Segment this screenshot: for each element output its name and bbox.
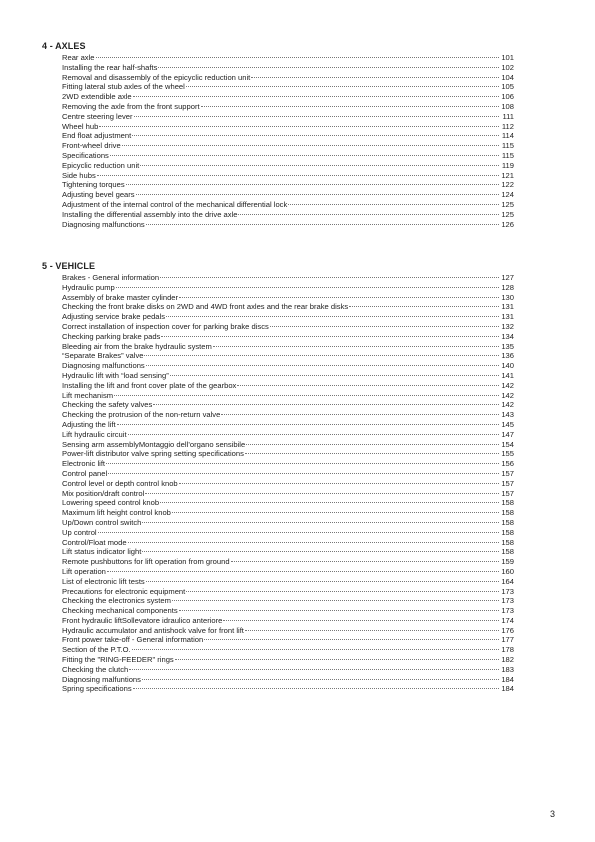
dot-leader: [122, 145, 499, 146]
toc-entry-page: 108: [501, 101, 514, 111]
toc-entry-page: 104: [501, 72, 514, 82]
toc-entry[interactable]: [46, 596, 514, 606]
toc-entry-title: Installing the lift and front cover plate of the gearbox: [62, 380, 237, 390]
toc-entry[interactable]: [46, 538, 514, 548]
toc-entry-title: Tightening torques: [62, 180, 125, 190]
toc-entry-page: 184: [501, 684, 514, 694]
dot-leader: [186, 591, 499, 592]
toc-entry[interactable]: [46, 361, 514, 371]
toc-entry-title: Fitting lateral stub axles of the wheel: [62, 82, 185, 92]
toc-entry-page: 125: [501, 199, 514, 209]
toc-entry-page: 158: [501, 547, 514, 557]
toc-entry-title: Fitting the "RING-FEEDER" rings: [62, 655, 174, 665]
toc-entry-page: 142: [501, 390, 514, 400]
toc-entry-title: Specifications: [62, 150, 109, 160]
toc-entry[interactable]: [46, 655, 514, 665]
toc-entry-page: 158: [501, 537, 514, 547]
dot-leader: [179, 297, 499, 298]
toc-entry-title: Up control: [62, 527, 97, 537]
toc-entry[interactable]: [46, 400, 514, 410]
toc-entry[interactable]: [46, 82, 514, 92]
toc-entry-page: 115: [501, 141, 514, 151]
dot-leader: [140, 165, 499, 166]
toc-entry-title: End float adjustment: [62, 131, 132, 141]
dot-leader: [126, 184, 499, 185]
dot-leader: [142, 679, 499, 680]
toc-entry-title: Checking the electronics system: [62, 596, 171, 606]
toc-entry[interactable]: [46, 293, 514, 303]
toc-entry-page: 154: [501, 439, 514, 449]
dot-leader: [146, 365, 499, 366]
toc-entry-title: Mix position/draft control: [62, 488, 145, 498]
dot-leader: [107, 571, 499, 572]
dot-leader: [108, 473, 499, 474]
dot-leader: [129, 669, 499, 670]
toc-entry[interactable]: [46, 430, 514, 440]
dot-leader: [114, 395, 499, 396]
dot-leader: [166, 316, 499, 317]
toc-entry[interactable]: [46, 440, 514, 450]
toc-entry-page: 115: [501, 150, 514, 160]
toc-entry-page: 145: [501, 419, 514, 429]
toc-entry-page: 157: [501, 478, 514, 488]
toc-entry-page: 119: [501, 160, 514, 170]
toc-entry[interactable]: [46, 498, 514, 508]
toc-entry-title: Lowering speed control knob: [62, 498, 160, 508]
toc-entry[interactable]: [46, 332, 514, 342]
toc-entry-page: 135: [501, 341, 514, 351]
toc-entry[interactable]: [46, 220, 514, 230]
toc-entry-title: Assembly of brake master cylinder: [62, 292, 179, 302]
toc-entry-title: Bleeding air from the brake hydraulic system: [62, 341, 212, 351]
toc-entry[interactable]: [46, 626, 514, 636]
toc-entry-title: Wheel hub: [62, 121, 99, 131]
toc-entry-title: Precautions for electronic equipment: [62, 586, 186, 596]
toc-entry-page: 158: [501, 527, 514, 537]
toc-entry[interactable]: [46, 102, 514, 112]
dot-leader: [223, 620, 499, 621]
toc-entry-title: Maximum lift height control knob: [62, 508, 171, 518]
dot-leader: [179, 610, 499, 611]
toc-entry-title: Lift status indicator light: [62, 547, 142, 557]
toc-entry-title: Checking the front brake disks on 2WD and 4WD front axles and the rear brake disks: [62, 302, 349, 312]
toc-entry-page: 124: [501, 190, 514, 200]
dot-leader: [134, 116, 500, 117]
toc-entry[interactable]: [46, 459, 514, 469]
toc-entry-page: 176: [501, 625, 514, 635]
toc-entry-title: Diagnosing malfunctions: [62, 219, 145, 229]
toc-entry-title: Front-wheel drive: [62, 141, 121, 151]
toc-entry-title: Hydraulic lift with “load sensing”: [62, 370, 169, 380]
toc-entry[interactable]: [46, 606, 514, 616]
toc-entry-title: Side hubs: [62, 170, 96, 180]
toc-entry-page: 183: [501, 664, 514, 674]
toc-entry-page: 141: [501, 370, 514, 380]
toc-entry-page: 106: [501, 92, 514, 102]
dot-leader: [213, 346, 499, 347]
toc-entry[interactable]: [46, 180, 514, 190]
toc-entry[interactable]: [46, 508, 514, 518]
dot-leader: [133, 688, 499, 689]
page-number: 3: [549, 809, 555, 819]
dot-leader: [237, 385, 499, 386]
toc-entry-page: 173: [501, 586, 514, 596]
toc-entry[interactable]: [46, 518, 514, 528]
dot-leader: [116, 287, 499, 288]
toc-entry-title: Control panel: [62, 468, 108, 478]
dot-leader: [160, 502, 499, 503]
toc-entry-title: Checking parking brake pads: [62, 331, 161, 341]
toc-entry-page: 134: [501, 331, 514, 341]
toc-entry[interactable]: [46, 449, 514, 459]
dot-leader: [251, 77, 499, 78]
dot-leader: [245, 630, 499, 631]
toc-entry-page: 158: [501, 498, 514, 508]
dot-leader: [99, 126, 499, 127]
dot-leader: [98, 532, 499, 533]
toc-entry-title: Up/Down control switch: [62, 517, 142, 527]
toc-entry[interactable]: [46, 190, 514, 200]
toc-entry-title: List of electronic lift tests: [62, 576, 145, 586]
toc-entry[interactable]: [46, 616, 514, 626]
section-title: 4 - AXLES: [42, 41, 86, 51]
toc-entry[interactable]: [46, 322, 514, 332]
toc-list: [46, 273, 514, 694]
toc-entry-page: 177: [501, 635, 514, 645]
toc-entry-title: Front hydraulic liftSollevatore idraulico anteriore: [62, 615, 223, 625]
toc-entry-title: “Separate Brakes” valve: [62, 351, 144, 361]
dot-leader: [128, 434, 499, 435]
toc-entry-page: 158: [501, 517, 514, 527]
toc-entry-page: 130: [501, 292, 514, 302]
toc-entry-page: 114: [501, 131, 514, 141]
toc-entry-title: Installing the differential assembly into the drive axle: [62, 209, 238, 219]
toc-entry-title: Brakes - General information: [62, 273, 160, 282]
toc-entry-page: 147: [501, 429, 514, 439]
toc-entry-page: 105: [501, 82, 514, 92]
toc-entry-title: 2WD extendible axle: [62, 92, 132, 102]
toc-entry-title: Spring specifications: [62, 684, 132, 694]
toc-entry[interactable]: [46, 210, 514, 220]
dot-leader: [161, 336, 499, 337]
toc-entry[interactable]: [46, 312, 514, 322]
toc-entry[interactable]: [46, 420, 514, 430]
toc-entry-page: 173: [501, 606, 514, 616]
toc-entry-title: Lift hydraulic circuit: [62, 429, 127, 439]
toc-entry-title: Checking the clutch: [62, 664, 129, 674]
toc-entry-page: 131: [501, 312, 514, 322]
dot-leader: [201, 106, 499, 107]
toc-entry-page: 155: [501, 449, 514, 459]
toc-entry[interactable]: [46, 675, 514, 685]
dot-leader: [158, 67, 499, 68]
toc-entry[interactable]: [46, 371, 514, 381]
toc-entry-title: Adjusting the lift: [62, 419, 116, 429]
dot-leader: [110, 155, 499, 156]
toc-entry-title: Checking the safety valves: [62, 400, 153, 410]
dot-leader: [106, 463, 499, 464]
dot-leader: [97, 175, 499, 176]
dot-leader: [238, 214, 499, 215]
dot-leader: [132, 649, 499, 650]
toc-entry-page: 132: [501, 321, 514, 331]
toc-entry-title: Correct installation of inspection cover for parking brake discs: [62, 321, 269, 331]
dot-leader: [153, 404, 499, 405]
dot-leader: [349, 306, 499, 307]
toc-entry-title: Rear axle: [62, 53, 95, 62]
toc-entry[interactable]: [46, 577, 514, 587]
toc-entry-title: Diagnosing malfuntions: [62, 674, 141, 684]
toc-entry-page: 164: [501, 576, 514, 586]
toc-entry[interactable]: [46, 665, 514, 675]
toc-entry-page: 126: [501, 219, 514, 229]
toc-entry[interactable]: [46, 479, 514, 489]
dot-leader: [245, 453, 499, 454]
toc-entry[interactable]: [46, 410, 514, 420]
toc-entry-page: 101: [501, 53, 514, 62]
toc-entry-page: 182: [501, 655, 514, 665]
dot-leader: [144, 355, 499, 356]
toc-entry[interactable]: [46, 645, 514, 655]
toc-entry-title: Adjusting service brake pedals: [62, 312, 165, 322]
toc-entry-page: 142: [501, 380, 514, 390]
toc-entry-page: 112: [501, 121, 514, 131]
toc-entry[interactable]: [46, 171, 514, 181]
dot-leader: [204, 639, 499, 640]
toc-entry-title: Section of the P.T.O.: [62, 645, 131, 655]
toc-entry[interactable]: [46, 73, 514, 83]
toc-entry[interactable]: [46, 53, 514, 63]
section-axles: [42, 41, 514, 229]
dot-leader: [186, 86, 499, 87]
dot-leader: [128, 542, 499, 543]
dot-leader: [179, 483, 499, 484]
toc-entry-title: Installing the rear half-shafts: [62, 62, 158, 72]
toc-entry[interactable]: [46, 302, 514, 312]
toc-entry-title: Adjustment of the internal control of the mechanical differential lock: [62, 199, 288, 209]
toc-entry-page: 143: [501, 410, 514, 420]
toc-entry-page: 111: [502, 111, 514, 121]
dot-leader: [288, 204, 499, 205]
toc-entry[interactable]: [46, 684, 514, 694]
dot-leader: [160, 277, 499, 278]
toc-entry[interactable]: [46, 122, 514, 132]
toc-entry-page: 159: [501, 557, 514, 567]
toc-entry[interactable]: [46, 151, 514, 161]
toc-entry-page: 140: [501, 361, 514, 371]
dot-leader: [246, 444, 499, 445]
toc-entry[interactable]: [46, 112, 514, 122]
toc-entry-title: Hydraulic pump: [62, 282, 115, 292]
toc-entry-page: 156: [501, 459, 514, 469]
toc-entry[interactable]: [46, 200, 514, 210]
toc-entry-title: Control level or depth control knob: [62, 478, 178, 488]
toc-entry-page: 102: [501, 62, 514, 72]
dot-leader: [145, 493, 499, 494]
toc-entry[interactable]: [46, 283, 514, 293]
dot-leader: [142, 551, 499, 552]
toc-entry[interactable]: [46, 131, 514, 141]
toc-entry-title: Diagnosing malfunctions: [62, 361, 145, 371]
toc-entry-page: 173: [501, 596, 514, 606]
toc-entry-page: 122: [501, 180, 514, 190]
dot-leader: [96, 57, 500, 58]
toc-entry[interactable]: [46, 141, 514, 151]
toc-entry[interactable]: [46, 351, 514, 361]
toc-entry[interactable]: [46, 557, 514, 567]
dot-leader: [132, 135, 499, 136]
toc-entry-title: Lift operation: [62, 566, 106, 576]
dot-leader: [146, 581, 499, 582]
toc-entry-title: Front power take-off - General information: [62, 635, 204, 645]
toc-entry-page: 157: [501, 488, 514, 498]
dot-leader: [117, 424, 499, 425]
toc-entry[interactable]: [46, 92, 514, 102]
dot-leader: [136, 194, 499, 195]
toc-entry-page: 121: [501, 170, 514, 180]
toc-entry[interactable]: [46, 273, 514, 283]
toc-entry-page: 142: [501, 400, 514, 410]
toc-list: [46, 53, 514, 229]
toc-entry[interactable]: [46, 547, 514, 557]
toc-entry[interactable]: [46, 635, 514, 645]
toc-entry[interactable]: [46, 342, 514, 352]
section-vehicle: [42, 261, 514, 694]
toc-entry-title: Remote pushbuttons for lift operation from ground: [62, 557, 230, 567]
toc-entry-page: 178: [501, 645, 514, 655]
toc-entry[interactable]: [46, 469, 514, 479]
dot-leader: [221, 414, 499, 415]
toc-entry-title: Centre steering lever: [62, 111, 133, 121]
toc-entry-page: 184: [501, 674, 514, 684]
section-title: 5 - VEHICLE: [42, 261, 96, 271]
toc-entry-page: 125: [501, 209, 514, 219]
toc-entry-page: 127: [501, 273, 514, 282]
dot-leader: [133, 96, 499, 97]
toc-entry[interactable]: [46, 528, 514, 538]
toc-entry[interactable]: [46, 489, 514, 499]
dot-leader: [231, 561, 499, 562]
toc-entry-page: 157: [501, 468, 514, 478]
toc-entry-page: 158: [501, 508, 514, 518]
toc-entry-title: Epicyclic reduction unit: [62, 160, 140, 170]
dot-leader: [142, 522, 499, 523]
dot-leader: [270, 326, 499, 327]
toc-entry[interactable]: [46, 587, 514, 597]
toc-entry-page: 136: [501, 351, 514, 361]
toc-entry-title: Lift mechanism: [62, 390, 114, 400]
toc-entry-title: Adjusting bevel gears: [62, 190, 135, 200]
toc-entry-page: 131: [501, 302, 514, 312]
toc-entry-title: Checking the protrusion of the non-return valve: [62, 410, 221, 420]
toc-entry-title: Control/Float mode: [62, 537, 127, 547]
toc-entry-title: Removal and disassembly of the epicyclic reduction unit: [62, 72, 251, 82]
dot-leader: [172, 512, 499, 513]
toc-entry-title: Hydraulic accumulator and antishock valve for front lift: [62, 625, 244, 635]
toc-entry-page: 174: [501, 615, 514, 625]
dot-leader: [146, 224, 499, 225]
toc-entry-title: Checking mechanical components: [62, 606, 178, 616]
toc-entry[interactable]: [46, 567, 514, 577]
toc-entry[interactable]: [46, 381, 514, 391]
dot-leader: [172, 600, 499, 601]
toc-entry-title: Sensing arm assemblyMontaggio dell’organo sensibile: [62, 439, 246, 449]
toc-entry-title: Removing the axle from the front support: [62, 101, 200, 111]
toc-entry[interactable]: [46, 63, 514, 73]
toc-entry-page: 160: [501, 566, 514, 576]
toc-entry[interactable]: [46, 391, 514, 401]
toc-entry[interactable]: [46, 161, 514, 171]
dot-leader: [170, 375, 499, 376]
toc-entry-title: Electronic lift: [62, 459, 106, 469]
toc-entry-page: 128: [501, 282, 514, 292]
toc-entry-title: Power-lift distributor valve spring setting specifications: [62, 449, 244, 459]
dot-leader: [175, 659, 499, 660]
